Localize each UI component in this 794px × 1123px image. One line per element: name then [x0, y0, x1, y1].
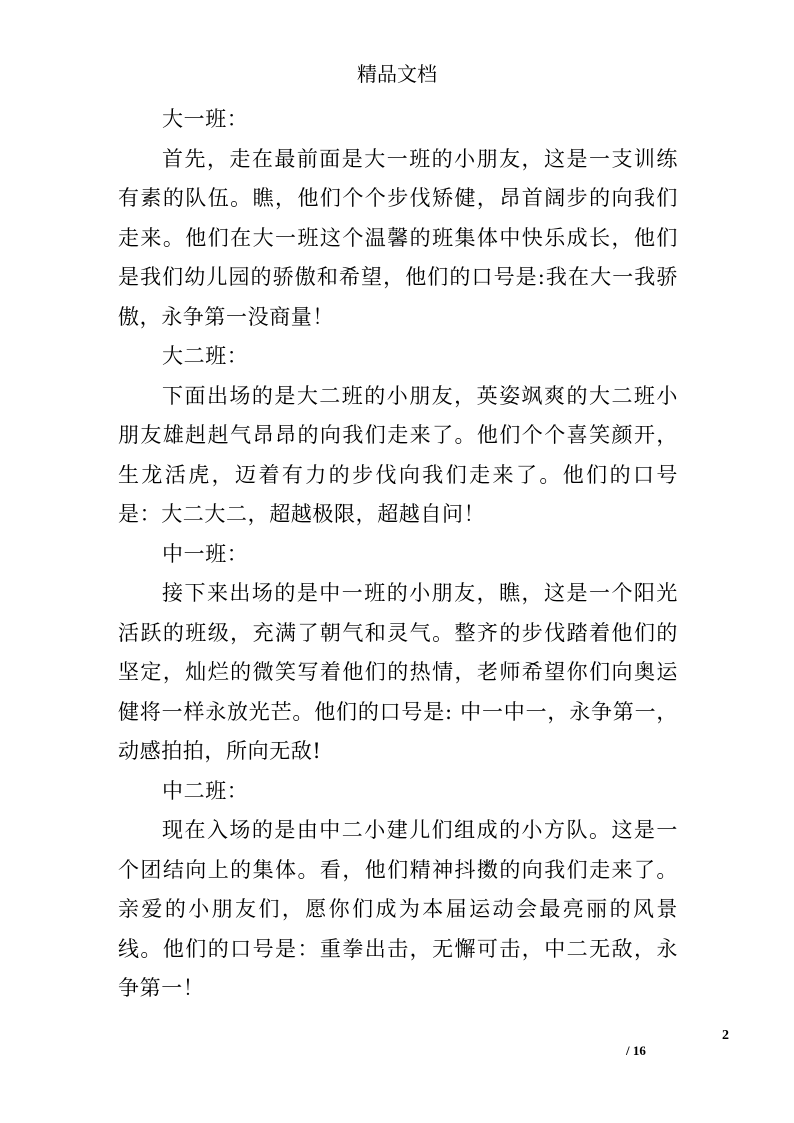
- document-header-title: 精品文档: [357, 62, 437, 86]
- section-text-zhong2: 现在入场的是由中二小建儿们组成的小方队。这是一个团结向上的集体。看，他们精神抖擞的向我们走来了。亲爱的小朋友们，愿你们成为本届运动会最亮丽的风景线。他们的口号是：重拳出击，无懈可击，中二无敌，永争第一！: [118, 818, 678, 1000]
- section-heading-da1: 大一班：: [162, 107, 249, 131]
- section-heading-zhong2: 中二班：: [162, 778, 249, 803]
- section-text-da1: 首先，走在最前面是大一班的小朋友，这是一支训练有素的队伍。瞧，他们个个步伐矫健，昂首阔步的向我们走来。他们在大一班这个温馨的班集体中快乐成长，他们是我们幼儿园的骄傲和希望，他们的口号是:我在大一我骄傲，永争第一没商量！: [118, 146, 678, 329]
- section-heading-da2: 大二班：: [162, 344, 249, 368]
- document-body: [118, 100, 678, 1009]
- page-total: / 16: [626, 1043, 646, 1058]
- section-text-zhong1: 接下来出场的是中一班的小朋友，瞧，这是一个阳光活跃的班级，充满了朝气和灵气。整齐的步伐踏着他们的坚定，灿烂的微笑写着他们的热情，老师希望你们向奥运健将一样永放光芒。他们的口号是: 中一中一，永争第一，动感拍拍，所向无敌!: [118, 581, 678, 763]
- page-number: 2: [722, 1028, 729, 1043]
- section-text-da2: 下面出场的是大二班的小朋友，英姿飒爽的大二班小朋友雄赳赳气昂昂的向我们走来了。他们个个喜笑颜开，生龙活虎，迈着有力的步伐向我们走来了。他们的口号是：大二大二，超越极限，超越自问！: [118, 383, 678, 526]
- section-heading-zhong1: 中一班：: [162, 541, 249, 566]
